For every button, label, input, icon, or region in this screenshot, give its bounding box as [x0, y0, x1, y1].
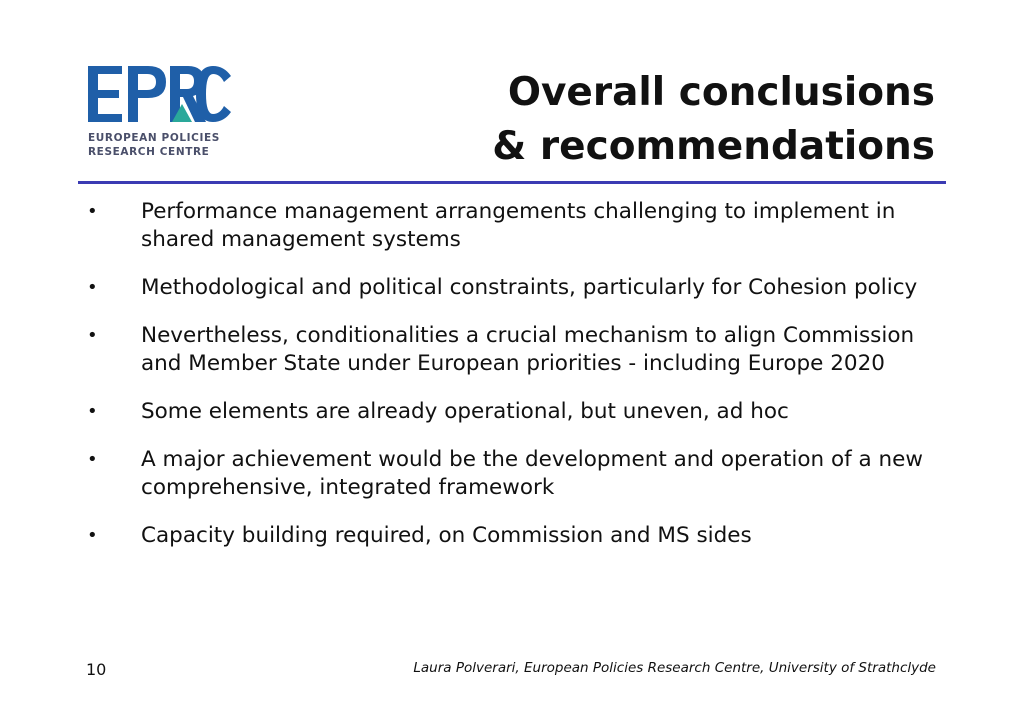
bullet-item [84, 322, 944, 378]
eprc-logo-mark [86, 62, 232, 126]
bullet-item [84, 198, 944, 254]
bullet-dot-icon: • [87, 201, 98, 222]
bullet-item [84, 522, 944, 550]
eprc-logo [86, 62, 232, 164]
bullet-dot-icon: • [87, 449, 98, 470]
slide-title-line2: & recommendations [492, 124, 935, 169]
title-divider [78, 181, 946, 184]
bullet-text: A major achievement would be the development and operation of a new comprehensive, integrated framework [141, 447, 923, 500]
bullet-dot-icon: • [87, 325, 98, 346]
bullet-item [84, 398, 944, 426]
bullet-dot-icon: • [87, 401, 98, 422]
logo-text-line1: EUROPEAN POLICIES [88, 132, 220, 144]
bullet-item [84, 446, 944, 502]
slide-title [492, 66, 935, 174]
footer-credit: Laura Polverari, European Policies Research Centre, University of Strathclyde [413, 660, 936, 676]
bullet-text: Performance management arrangements challenging to implement in shared management systems [141, 199, 896, 252]
bullet-text: Methodological and political constraints, particularly for Cohesion policy [141, 275, 918, 300]
bullet-text: Capacity building required, on Commission and MS sides [141, 523, 752, 548]
bullet-text: Nevertheless, conditionalities a crucial mechanism to align Commission and Member State under European priorities - including Europe 2020 [141, 323, 915, 376]
logo-text-line2: RESEARCH CENTRE [88, 146, 210, 158]
slide-title-line1: Overall conclusions [507, 70, 935, 115]
bullet-list [84, 198, 944, 570]
bullet-text: Some elements are already operational, but uneven, ad hoc [141, 399, 789, 424]
bullet-item [84, 274, 944, 302]
page-number: 10 [86, 660, 107, 679]
bullet-dot-icon: • [87, 277, 98, 298]
bullet-dot-icon: • [87, 525, 98, 546]
